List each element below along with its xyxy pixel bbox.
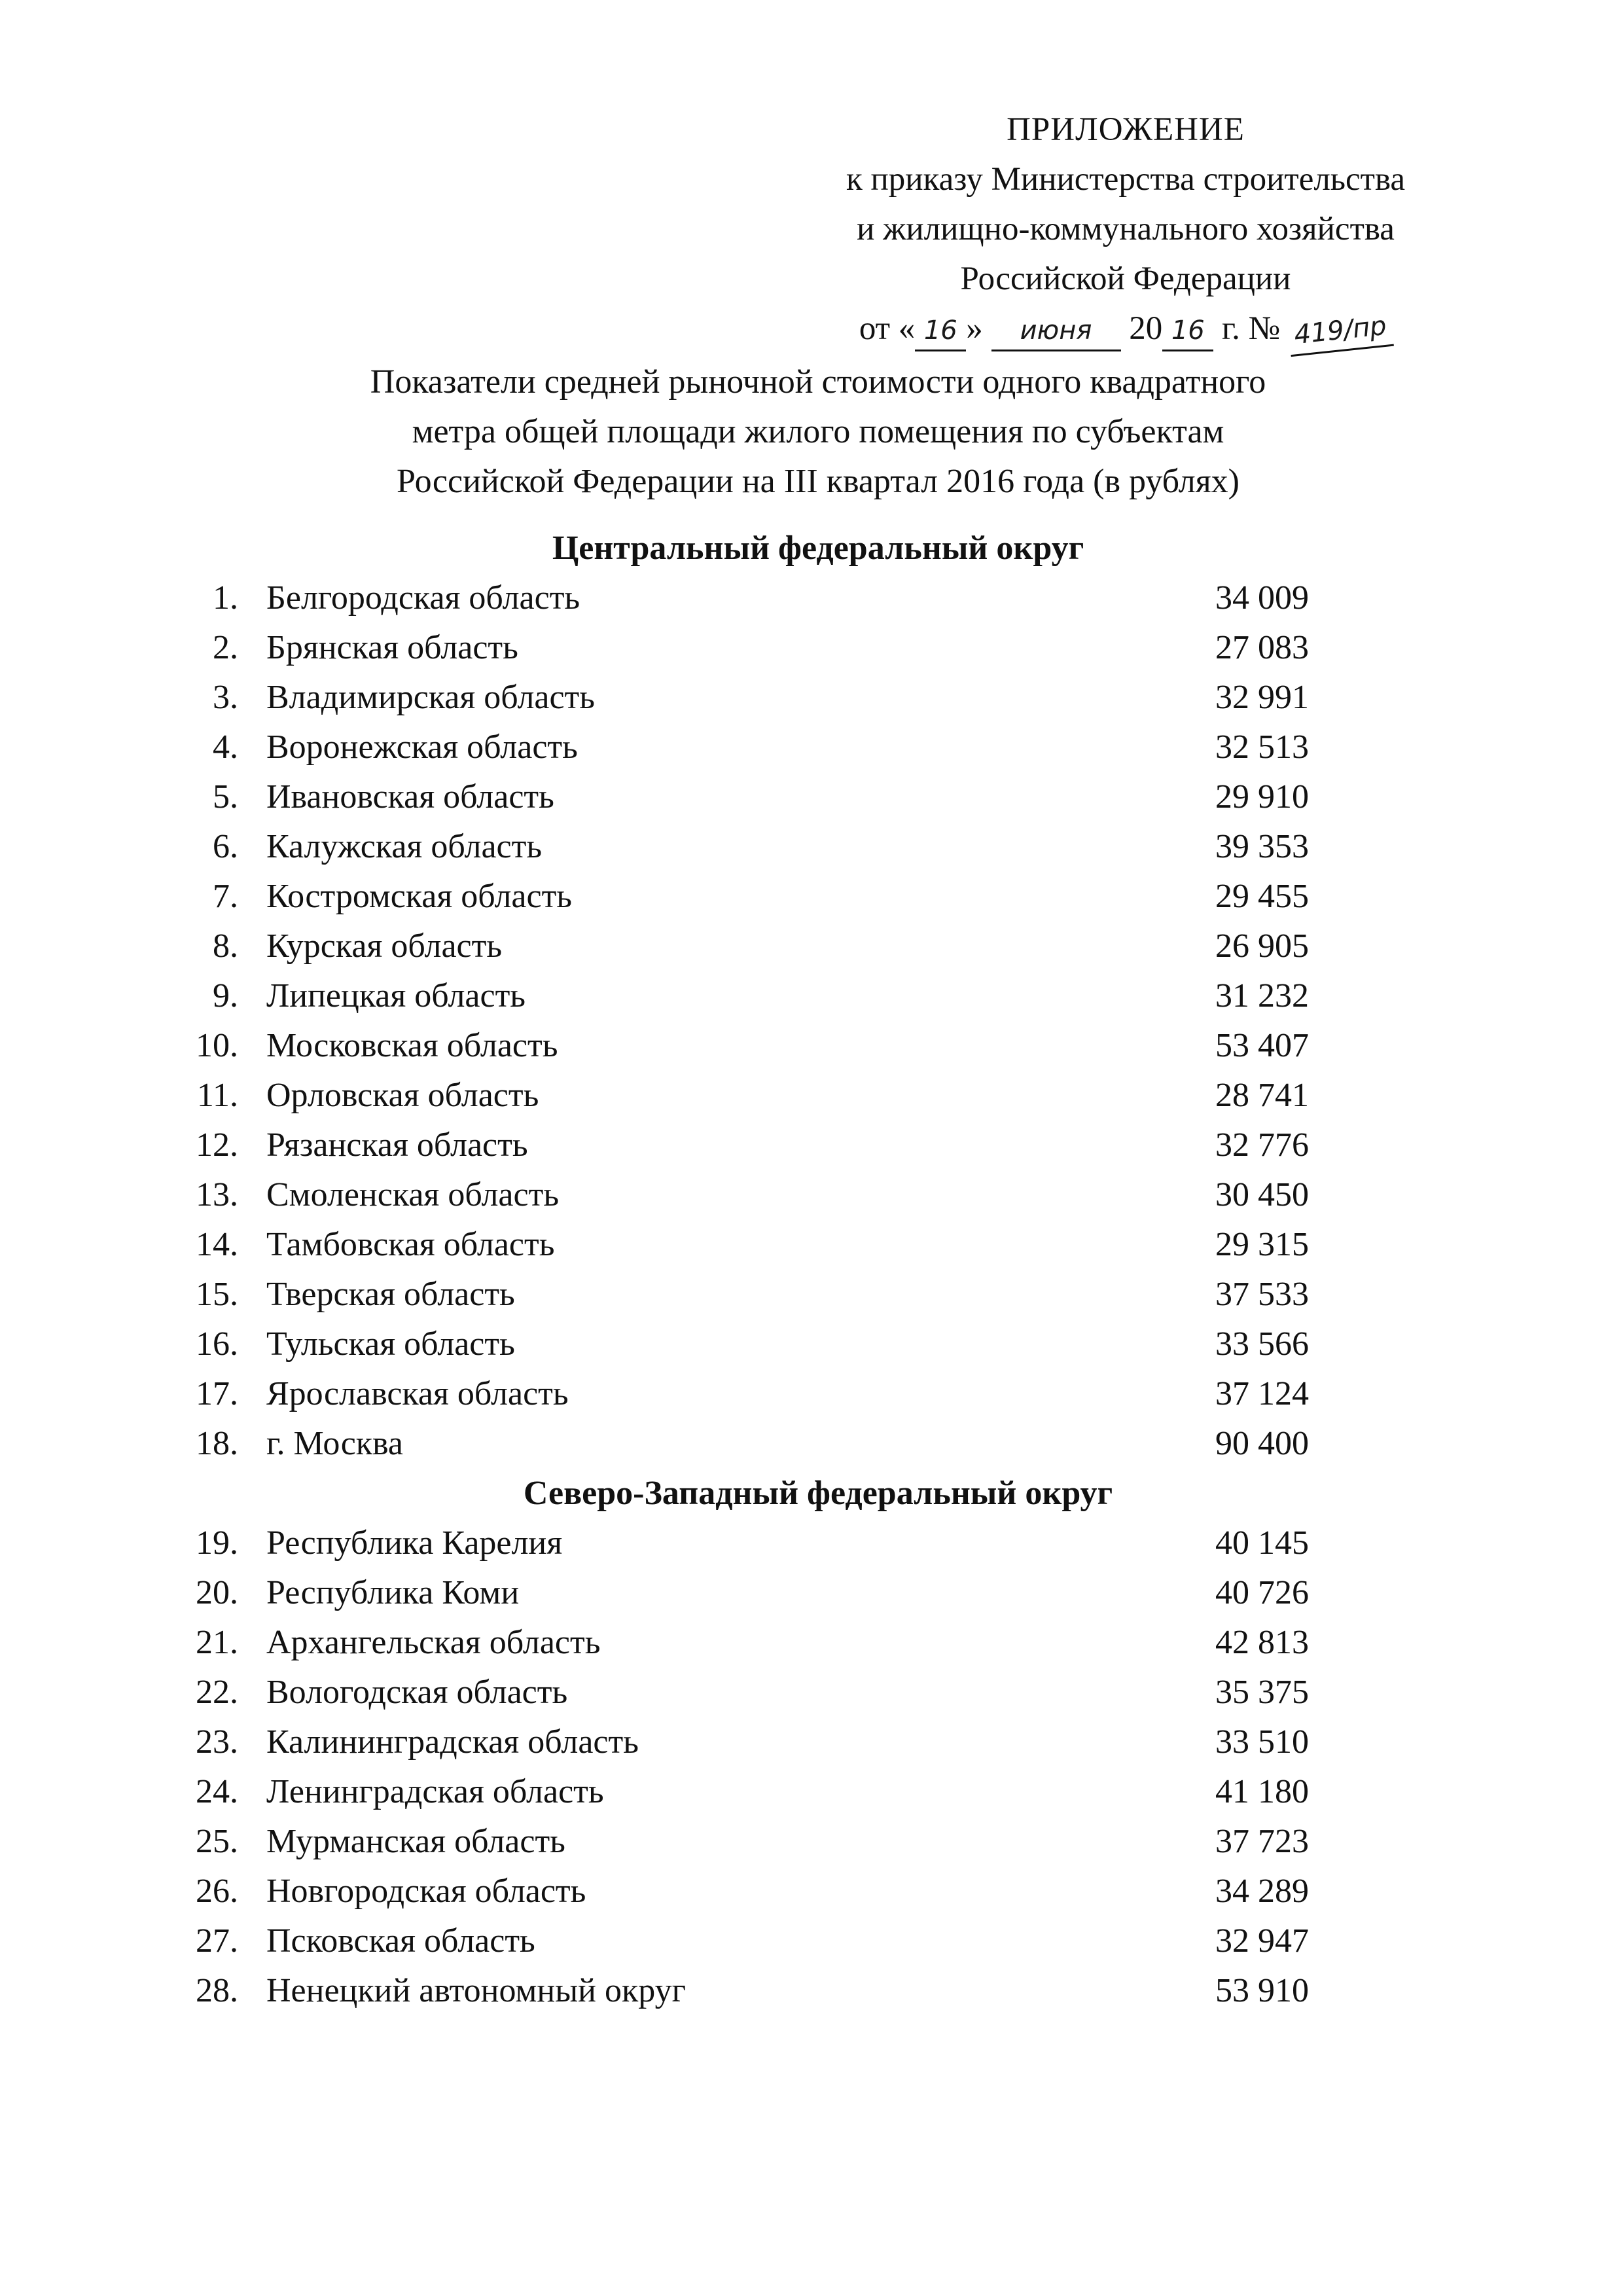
district-heading: Центральный федеральный округ [552, 529, 1084, 567]
document-title-line-2: метра общей площади жилого помещения по субъектам [412, 413, 1224, 450]
order-date-number [772, 304, 1479, 355]
row-number: 1. [213, 579, 238, 617]
price-value: 29 455 [1215, 878, 1309, 915]
region-name: Московская область [266, 1027, 558, 1064]
region-name: Владимирская область [266, 679, 595, 716]
row-number: 10. [196, 1027, 238, 1064]
price-value: 34 289 [1215, 1873, 1309, 1910]
region-name: Воронежская область [266, 728, 578, 766]
region-name: Тульская область [266, 1325, 515, 1363]
table-row [0, 772, 1623, 822]
table-row [0, 1220, 1623, 1270]
table-row [0, 573, 1623, 623]
table-row [0, 1419, 1623, 1469]
region-name: Белгородская область [266, 579, 580, 617]
row-number: 3. [213, 679, 238, 716]
table-row [0, 1916, 1623, 1966]
row-number: 6. [213, 828, 238, 865]
row-number: 28. [196, 1972, 238, 2009]
region-name: Мурманская область [266, 1823, 565, 1860]
region-name: Вологодская область [266, 1674, 568, 1711]
table-row [0, 1618, 1623, 1668]
document-title [196, 357, 1440, 507]
table-row [0, 1717, 1623, 1767]
row-number: 18. [196, 1425, 238, 1462]
row-number: 8. [213, 927, 238, 965]
order-number-label: г. № [1222, 310, 1281, 347]
district-heading: Северо-Западный федеральный округ [523, 1475, 1113, 1512]
table-row [0, 1369, 1623, 1419]
price-value: 28 741 [1215, 1077, 1309, 1114]
price-value: 90 400 [1215, 1425, 1309, 1462]
table-row [0, 971, 1623, 1021]
handwritten-day: 16 [915, 306, 966, 355]
region-name: Архангельская область [266, 1624, 601, 1661]
order-close-quote: » [966, 310, 983, 347]
table-row [0, 673, 1623, 723]
row-number: 19. [196, 1524, 238, 1562]
region-name: Тамбовская область [266, 1226, 555, 1263]
header-line-1: к приказу Министерства строительства [846, 161, 1406, 198]
price-value: 40 145 [1215, 1524, 1309, 1562]
price-value: 31 232 [1215, 977, 1309, 1014]
row-number: 15. [196, 1276, 238, 1313]
region-name: Калужская область [266, 828, 543, 865]
region-name: Ярославская область [266, 1375, 569, 1412]
region-name: Брянская область [266, 629, 518, 666]
region-name: Республика Карелия [266, 1524, 563, 1562]
row-number: 13. [196, 1176, 238, 1213]
document-title-line-3: Российской Федерации на III квартал 2016 года (в рублях) [397, 463, 1240, 500]
region-name: Ивановская область [266, 778, 554, 816]
region-name: Тверская область [266, 1276, 515, 1313]
table-row [0, 1021, 1623, 1071]
table-row [0, 1767, 1623, 1817]
row-number: 27. [196, 1922, 238, 1960]
table-row [0, 1568, 1623, 1618]
region-name: Республика Коми [266, 1574, 520, 1611]
price-value: 39 353 [1215, 828, 1309, 865]
region-name: Курская область [266, 927, 503, 965]
handwritten-order-number: 419/пр [1287, 300, 1395, 361]
row-number: 2. [213, 629, 238, 666]
price-value: 37 533 [1215, 1276, 1309, 1313]
row-number: 23. [196, 1723, 238, 1761]
price-value: 41 180 [1215, 1773, 1309, 1810]
price-value: 30 450 [1215, 1176, 1309, 1213]
region-name: Новгородская область [266, 1873, 586, 1910]
price-value: 29 315 [1215, 1226, 1309, 1263]
header-line-2: и жилищно-коммунального хозяйства [857, 211, 1395, 247]
price-value: 33 510 [1215, 1723, 1309, 1761]
order-prefix: от « [859, 310, 916, 347]
region-name: Псковская область [266, 1922, 535, 1960]
price-value: 35 375 [1215, 1674, 1309, 1711]
price-value: 53 407 [1215, 1027, 1309, 1064]
region-name: Калининградская область [266, 1723, 639, 1761]
appendix-header [772, 105, 1479, 355]
price-value: 33 566 [1215, 1325, 1309, 1363]
table-row [0, 723, 1623, 772]
region-name: Смоленская область [266, 1176, 560, 1213]
order-year-prefix: 20 [1129, 310, 1163, 347]
table-row [0, 1966, 1623, 2016]
region-name: Ненецкий автономный округ [266, 1972, 686, 2009]
price-value: 29 910 [1215, 778, 1309, 816]
row-number: 4. [213, 728, 238, 766]
region-name: Ленинградская область [266, 1773, 604, 1810]
price-value: 42 813 [1215, 1624, 1309, 1661]
table-row [0, 1319, 1623, 1369]
price-value: 26 905 [1215, 927, 1309, 965]
table-row [0, 922, 1623, 971]
row-number: 26. [196, 1873, 238, 1910]
price-value: 34 009 [1215, 579, 1309, 617]
table-row [0, 872, 1623, 922]
table-row [0, 822, 1623, 872]
document-title-line-1: Показатели средней рыночной стоимости одного квадратного [370, 363, 1266, 401]
table-row [0, 1518, 1623, 1568]
appendix-title: ПРИЛОЖЕНИЕ [1007, 111, 1245, 148]
price-value: 40 726 [1215, 1574, 1309, 1611]
price-value: 37 723 [1215, 1823, 1309, 1860]
table-row [0, 1121, 1623, 1170]
header-line-3: Российской Федерации [960, 260, 1291, 297]
row-number: 22. [196, 1674, 238, 1711]
table-row [0, 1270, 1623, 1319]
row-number: 20. [196, 1574, 238, 1611]
price-value: 37 124 [1215, 1375, 1309, 1412]
row-number: 24. [196, 1773, 238, 1810]
region-name: Рязанская область [266, 1126, 528, 1164]
table-row [0, 1071, 1623, 1121]
row-number: 16. [196, 1325, 238, 1363]
row-number: 14. [196, 1226, 238, 1263]
price-value: 53 910 [1215, 1972, 1309, 2009]
price-value: 27 083 [1215, 629, 1309, 666]
price-value: 32 776 [1215, 1126, 1309, 1164]
row-number: 21. [196, 1624, 238, 1661]
row-number: 11. [196, 1077, 238, 1114]
row-number: 5. [213, 778, 238, 816]
price-value: 32 513 [1215, 728, 1309, 766]
row-number: 9. [213, 977, 238, 1014]
table-row [0, 1668, 1623, 1717]
row-number: 7. [213, 878, 238, 915]
table-row [0, 623, 1623, 673]
handwritten-year: 16 [1162, 306, 1213, 355]
table-row [0, 1867, 1623, 1916]
region-name: Орловская область [266, 1077, 539, 1114]
region-name: Костромская область [266, 878, 573, 915]
price-value: 32 947 [1215, 1922, 1309, 1960]
region-name: Липецкая область [266, 977, 526, 1014]
row-number: 17. [196, 1375, 238, 1412]
region-name: г. Москва [266, 1425, 403, 1462]
table-row [0, 1170, 1623, 1220]
row-number: 12. [196, 1126, 238, 1164]
handwritten-month: июня [991, 306, 1121, 355]
price-value: 32 991 [1215, 679, 1309, 716]
table-row [0, 1817, 1623, 1867]
row-number: 25. [196, 1823, 238, 1860]
